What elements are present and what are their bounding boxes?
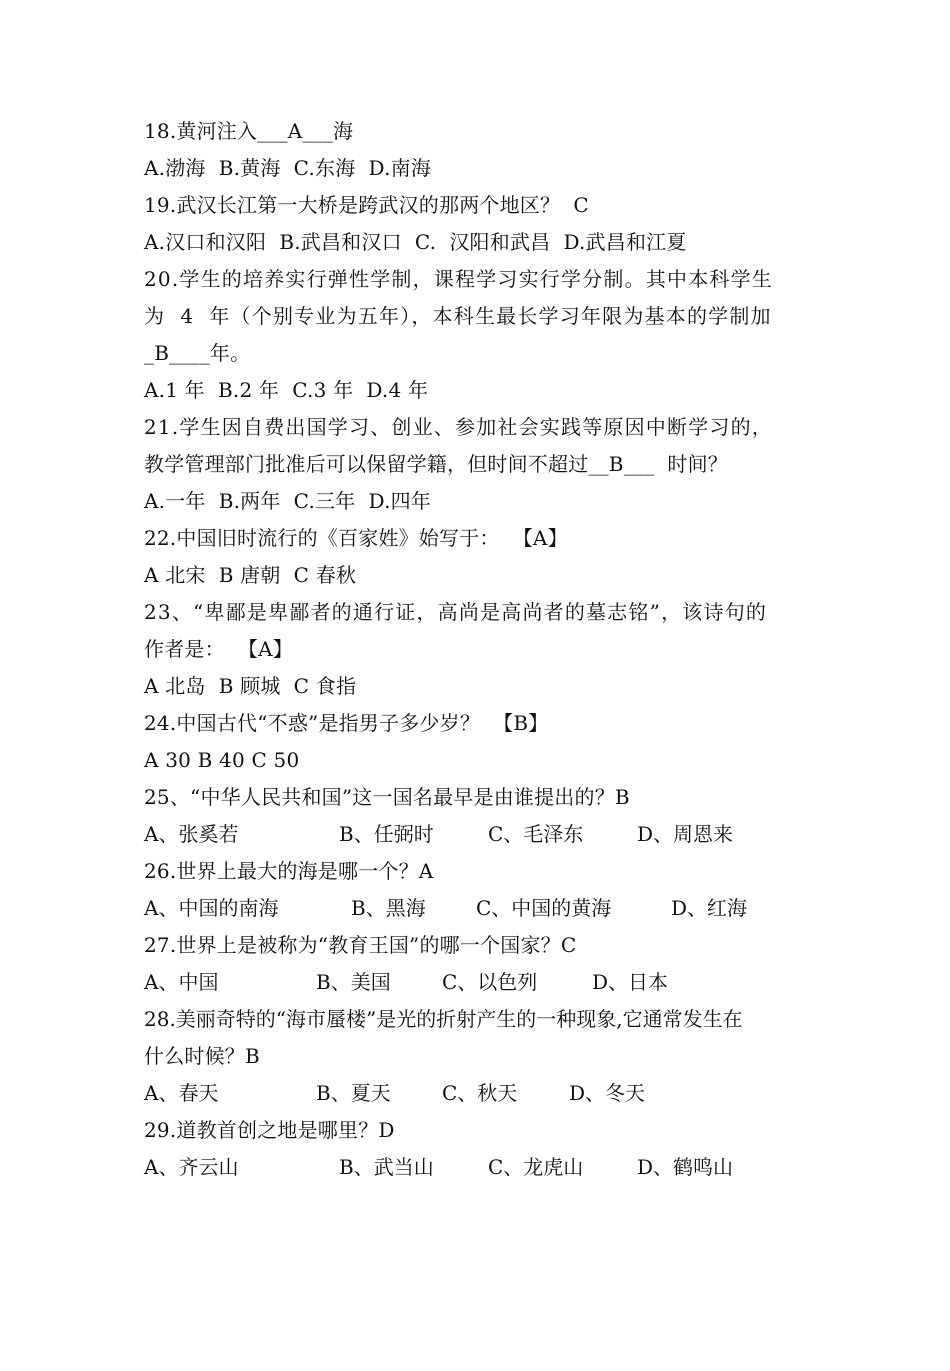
q23-question-line2: 作者是： 【A】 [144,637,293,661]
q23-question-line1: 23、“卑鄙是卑鄙者的通行证，高尚是高尚者的墓志铭”，该诗句的 [144,600,768,624]
q26-option-b: B、黑海 [351,896,426,920]
q27-options [144,964,814,1001]
q26-question: 26.世界上最大的海是哪一个？A [144,859,434,883]
q26-options [144,890,814,927]
q26-option-d: D、红海 [671,896,748,920]
q18-question: 18.黄河注入___A___海 [144,119,354,143]
q28-options [144,1075,814,1112]
q28-option-c: C、秋天 [442,1081,518,1105]
q25-option-d: D、周恩来 [637,822,734,846]
q21-question-line2: 教学管理部门批准后可以保留学籍，但时间不超过__B___ 时间？ [144,452,729,476]
q27-option-c: C、以色列 [442,970,538,994]
q28-option-d: D、冬天 [569,1081,646,1105]
q28-question-line2: 什么时候？B [144,1044,260,1068]
q25-option-b: B、任弼时 [339,822,434,846]
q28-question-line1: 28.美丽奇特的“海市蜃楼”是光的折射产生的一种现象,它通常发生在 [144,1007,743,1031]
q20-question-line2: 为 4 年（个别专业为五年），本科生最长学习年限为基本的学制加 [144,304,772,328]
q24-options: A 30 B 40 C 50 [144,748,300,772]
q20-options: A.1 年 B.2 年 C.3 年 D.4 年 [144,378,429,402]
q20-question-line3: _B____年。 [144,341,251,365]
q28-option-b: B、夏天 [316,1081,391,1105]
q18-options: A.渤海 B.黄海 C.东海 D.南海 [144,156,432,180]
q29-question: 29.道教首创之地是哪里？D [144,1118,395,1142]
q29-option-a: A、齐云山 [144,1155,239,1179]
document-page [144,113,814,1186]
q25-question: 25、“中华人民共和国”这一国名最早是由谁提出的？B [144,785,630,809]
q26-option-c: C、中国的黄海 [476,896,612,920]
q27-question: 27.世界上是被称为“教育王国”的哪一个国家？C [144,933,577,957]
q23-options: A 北岛 B 顾城 C 食指 [144,674,357,698]
q27-option-a: A、中国 [144,970,219,994]
q29-option-d: D、鹤鸣山 [637,1155,734,1179]
q22-options: A 北宋 B 唐朝 C 春秋 [144,563,357,587]
q27-option-b: B、美国 [316,970,391,994]
q22-question: 22.中国旧时流行的《百家姓》始写于： 【A】 [144,526,568,550]
q27-option-d: D、日本 [592,970,669,994]
q28-option-a: A、春天 [144,1081,219,1105]
q21-question-line1: 21.学生因自费出国学习、创业、参加社会实践等原因中断学习的， [144,415,774,439]
q21-options: A.一年 B.两年 C.三年 D.四年 [144,489,432,513]
q25-option-a: A、张奚若 [144,822,239,846]
q24-question: 24.中国古代“不惑”是指男子多少岁？ 【B】 [144,711,549,735]
q29-options [144,1149,814,1186]
q25-option-c: C、毛泽东 [488,822,584,846]
q25-options [144,816,814,853]
q29-option-c: C、龙虎山 [488,1155,584,1179]
q20-question-line1: 20.学生的培养实行弹性学制，课程学习实行学分制。其中本科学生 [144,267,774,291]
q19-question: 19.武汉长江第一大桥是跨武汉的那两个地区？ C [144,193,589,217]
q26-option-a: A、中国的南海 [144,896,279,920]
q19-options: A.汉口和汉阳 B.武昌和汉口 C. 汉阳和武昌 D.武昌和江夏 [144,230,687,254]
q29-option-b: B、武当山 [339,1155,434,1179]
